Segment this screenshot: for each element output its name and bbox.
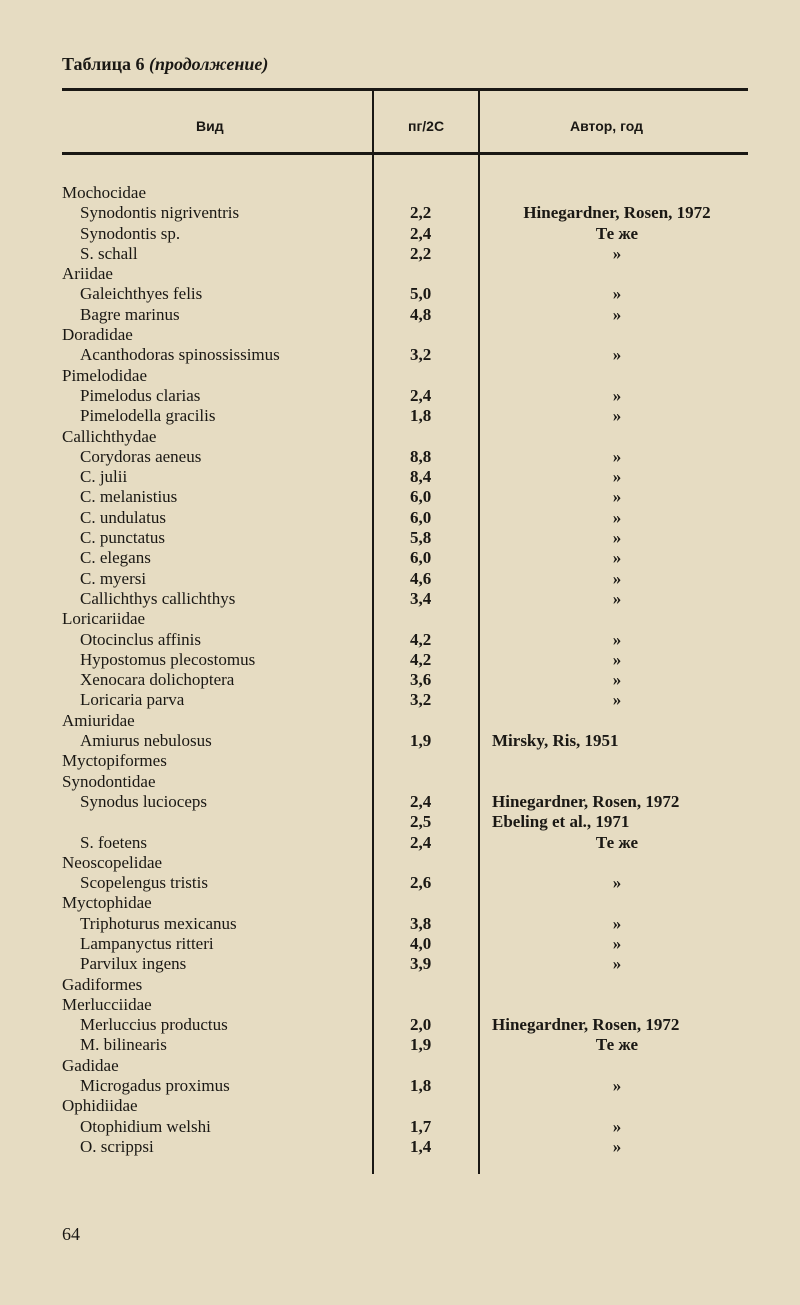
table-caption-label: Таблица 6 <box>62 54 145 74</box>
table-row <box>0 670 800 690</box>
table-row <box>0 1015 800 1035</box>
species-name: Hypostomus plecostomus <box>80 649 256 669</box>
genome-value: 3,9 <box>410 954 432 974</box>
family-name: Gadidae <box>62 1055 119 1075</box>
author-year: » <box>612 954 622 974</box>
species-name: O. scrippsi <box>80 1136 154 1156</box>
table-row <box>0 934 800 954</box>
column-header-species: Вид <box>196 118 224 134</box>
table-row <box>0 914 800 934</box>
author-year: » <box>612 548 622 568</box>
species-name: Bagre marinus <box>80 304 180 324</box>
author-year: » <box>612 507 622 527</box>
table-row <box>0 528 800 548</box>
table-row-family <box>0 893 800 913</box>
column-header-value: пг/2С <box>408 118 445 134</box>
author-year: Hinegardner, Rosen, 1972 <box>492 791 680 811</box>
author-year: » <box>612 446 622 466</box>
table-row <box>0 812 800 832</box>
table-row <box>0 284 800 304</box>
table-row <box>0 690 800 710</box>
genome-value: 2,2 <box>410 243 432 263</box>
genome-value: 4,6 <box>410 568 432 588</box>
species-name: Otophidium welshi <box>80 1116 211 1136</box>
author-year: » <box>612 284 622 304</box>
species-name: S. foetens <box>80 832 148 852</box>
table-row <box>0 1035 800 1055</box>
genome-value: 1,8 <box>410 1076 432 1096</box>
genome-value: 3,8 <box>410 913 432 933</box>
family-name: Synodontidae <box>62 771 156 791</box>
family-name: Myctophidae <box>62 893 152 913</box>
genome-value: 2,4 <box>410 223 432 243</box>
genome-value: 1,8 <box>410 406 432 426</box>
author-year: » <box>612 873 622 893</box>
page-number: 64 <box>62 1224 80 1244</box>
table-row-family <box>0 609 800 629</box>
table-body <box>0 183 800 1157</box>
author-year: » <box>612 629 622 649</box>
table-row <box>0 386 800 406</box>
author-year: » <box>612 406 622 426</box>
genome-value: 2,5 <box>410 812 432 832</box>
author-year: » <box>612 933 622 953</box>
genome-value: 1,4 <box>410 1136 432 1156</box>
species-name: Lampanyctus ritteri <box>80 933 214 953</box>
table-row-family <box>0 325 800 345</box>
species-name: Synodontis nigriventris <box>80 203 240 223</box>
table-top-rule <box>62 88 748 91</box>
family-name: Amiuridae <box>62 710 135 730</box>
genome-value: 2,4 <box>410 832 432 852</box>
table-row <box>0 244 800 264</box>
species-name: C. myersi <box>80 568 147 588</box>
genome-value: 1,9 <box>410 731 432 751</box>
table-row <box>0 406 800 426</box>
table-row <box>0 467 800 487</box>
table-row <box>0 224 800 244</box>
species-name: C. elegans <box>80 548 151 568</box>
family-name: Neoscopelidae <box>62 852 163 872</box>
species-name: Amiurus nebulosus <box>80 731 212 751</box>
family-name: Doradidae <box>62 325 133 345</box>
author-year: » <box>612 528 622 548</box>
species-name: Xenocara dolichoptera <box>80 670 235 690</box>
table-row <box>0 548 800 568</box>
author-year: » <box>612 467 622 487</box>
header-bottom-rule <box>62 152 748 155</box>
species-name: Acanthodoras spinossissimus <box>80 345 280 365</box>
species-name: Callichthys callichthys <box>80 588 236 608</box>
author-year: » <box>612 243 622 263</box>
genome-value: 2,4 <box>410 791 432 811</box>
table-row-family <box>0 772 800 792</box>
table-row-family <box>0 853 800 873</box>
genome-value: 1,7 <box>410 1116 432 1136</box>
family-name: Pimelodidae <box>62 365 147 385</box>
table-row-family <box>0 751 800 771</box>
species-name: Microgadus proximus <box>80 1076 230 1096</box>
species-name: Merluccius productus <box>80 1015 228 1035</box>
table-row-family <box>0 1056 800 1076</box>
author-year: Ebeling et al., 1971 <box>492 812 630 832</box>
genome-value: 1,9 <box>410 1035 432 1055</box>
author-year: » <box>612 588 622 608</box>
genome-value: 3,2 <box>410 345 432 365</box>
table-row <box>0 589 800 609</box>
genome-value: 3,2 <box>410 690 432 710</box>
author-year: » <box>612 304 622 324</box>
family-name: Merlucciidae <box>62 994 152 1014</box>
author-year: Те же <box>595 1035 639 1055</box>
genome-value: 2,4 <box>410 385 432 405</box>
genome-value: 6,0 <box>410 487 432 507</box>
table-row <box>0 487 800 507</box>
genome-value: 4,2 <box>410 629 432 649</box>
author-year: Те же <box>595 223 639 243</box>
author-year: » <box>612 345 622 365</box>
table-row <box>0 1117 800 1137</box>
table-caption <box>62 54 268 75</box>
genome-value: 2,6 <box>410 873 432 893</box>
table-row <box>0 305 800 325</box>
table-row <box>0 447 800 467</box>
author-year: » <box>612 913 622 933</box>
column-header-author: Автор, год <box>570 118 643 134</box>
family-name: Loricariidae <box>62 609 146 629</box>
species-name: Parvilux ingens <box>80 954 187 974</box>
table-caption-note: (продолжение) <box>148 54 269 74</box>
species-name: Triphoturus mexicanus <box>80 913 237 933</box>
genome-value: 4,2 <box>410 649 432 669</box>
author-year: Hinegardner, Rosen, 1972 <box>523 203 711 223</box>
species-name: Pimelodella gracilis <box>80 406 216 426</box>
author-year: » <box>612 385 622 405</box>
genome-value: 6,0 <box>410 507 432 527</box>
species-name: C. punctatus <box>80 528 165 548</box>
author-year: Те же <box>595 832 639 852</box>
table-row-family <box>0 1096 800 1116</box>
table-row-family <box>0 264 800 284</box>
genome-value: 8,4 <box>410 467 432 487</box>
species-name: C. julii <box>80 467 128 487</box>
family-name: Ophidiidae <box>62 1096 138 1116</box>
species-name: Loricaria parva <box>80 690 185 710</box>
family-name: Myctopiformes <box>62 751 167 771</box>
author-year: » <box>612 670 622 690</box>
author-year: Mirsky, Ris, 1951 <box>492 731 619 751</box>
table-row <box>0 630 800 650</box>
author-year: Hinegardner, Rosen, 1972 <box>492 1015 680 1035</box>
table-row <box>0 569 800 589</box>
species-name: Corydoras aeneus <box>80 446 202 466</box>
genome-value: 2,2 <box>410 203 432 223</box>
table-row <box>0 833 800 853</box>
author-year: » <box>612 487 622 507</box>
genome-value: 3,6 <box>410 670 432 690</box>
family-name: Ariidae <box>62 264 113 284</box>
author-year: » <box>612 568 622 588</box>
species-name: Synodus lucioceps <box>80 791 208 811</box>
genome-value: 5,8 <box>410 528 432 548</box>
species-name: Galeichthyes felis <box>80 284 203 304</box>
table-row <box>0 873 800 893</box>
table-row-family <box>0 711 800 731</box>
table-row-family <box>0 183 800 203</box>
author-year: » <box>612 690 622 710</box>
species-name: Otocinclus affinis <box>80 629 202 649</box>
genome-value: 5,0 <box>410 284 432 304</box>
genome-value: 2,0 <box>410 1015 432 1035</box>
family-name: Mochocidae <box>62 183 147 202</box>
table-row <box>0 1137 800 1157</box>
genome-value: 3,4 <box>410 588 432 608</box>
genome-value: 6,0 <box>410 548 432 568</box>
table-row <box>0 792 800 812</box>
species-name: M. bilinearis <box>80 1035 167 1055</box>
species-name: Pimelodus clarias <box>80 385 201 405</box>
species-name: C. melanistius <box>80 487 178 507</box>
genome-value: 4,0 <box>410 933 432 953</box>
author-year: » <box>612 649 622 669</box>
species-name: C. undulatus <box>80 507 166 527</box>
table-row <box>0 508 800 528</box>
species-name: Scopelengus tristis <box>80 873 208 893</box>
table-row <box>0 203 800 223</box>
table-row <box>0 1076 800 1096</box>
table-row <box>0 345 800 365</box>
table-row <box>0 731 800 751</box>
table-row <box>0 954 800 974</box>
species-name: S. schall <box>80 243 138 263</box>
table-row-family <box>0 427 800 447</box>
table-row-family <box>0 975 800 995</box>
family-name: Gadiformes <box>62 974 143 994</box>
family-name: Callichthydae <box>62 426 157 446</box>
author-year: » <box>612 1076 622 1096</box>
species-name: Synodontis sp. <box>80 223 181 243</box>
table-row <box>0 650 800 670</box>
author-year: » <box>612 1136 622 1156</box>
genome-value: 4,8 <box>410 304 432 324</box>
table-row-family <box>0 995 800 1015</box>
table-row-family <box>0 366 800 386</box>
author-year: » <box>612 1116 622 1136</box>
genome-value: 8,8 <box>410 446 432 466</box>
